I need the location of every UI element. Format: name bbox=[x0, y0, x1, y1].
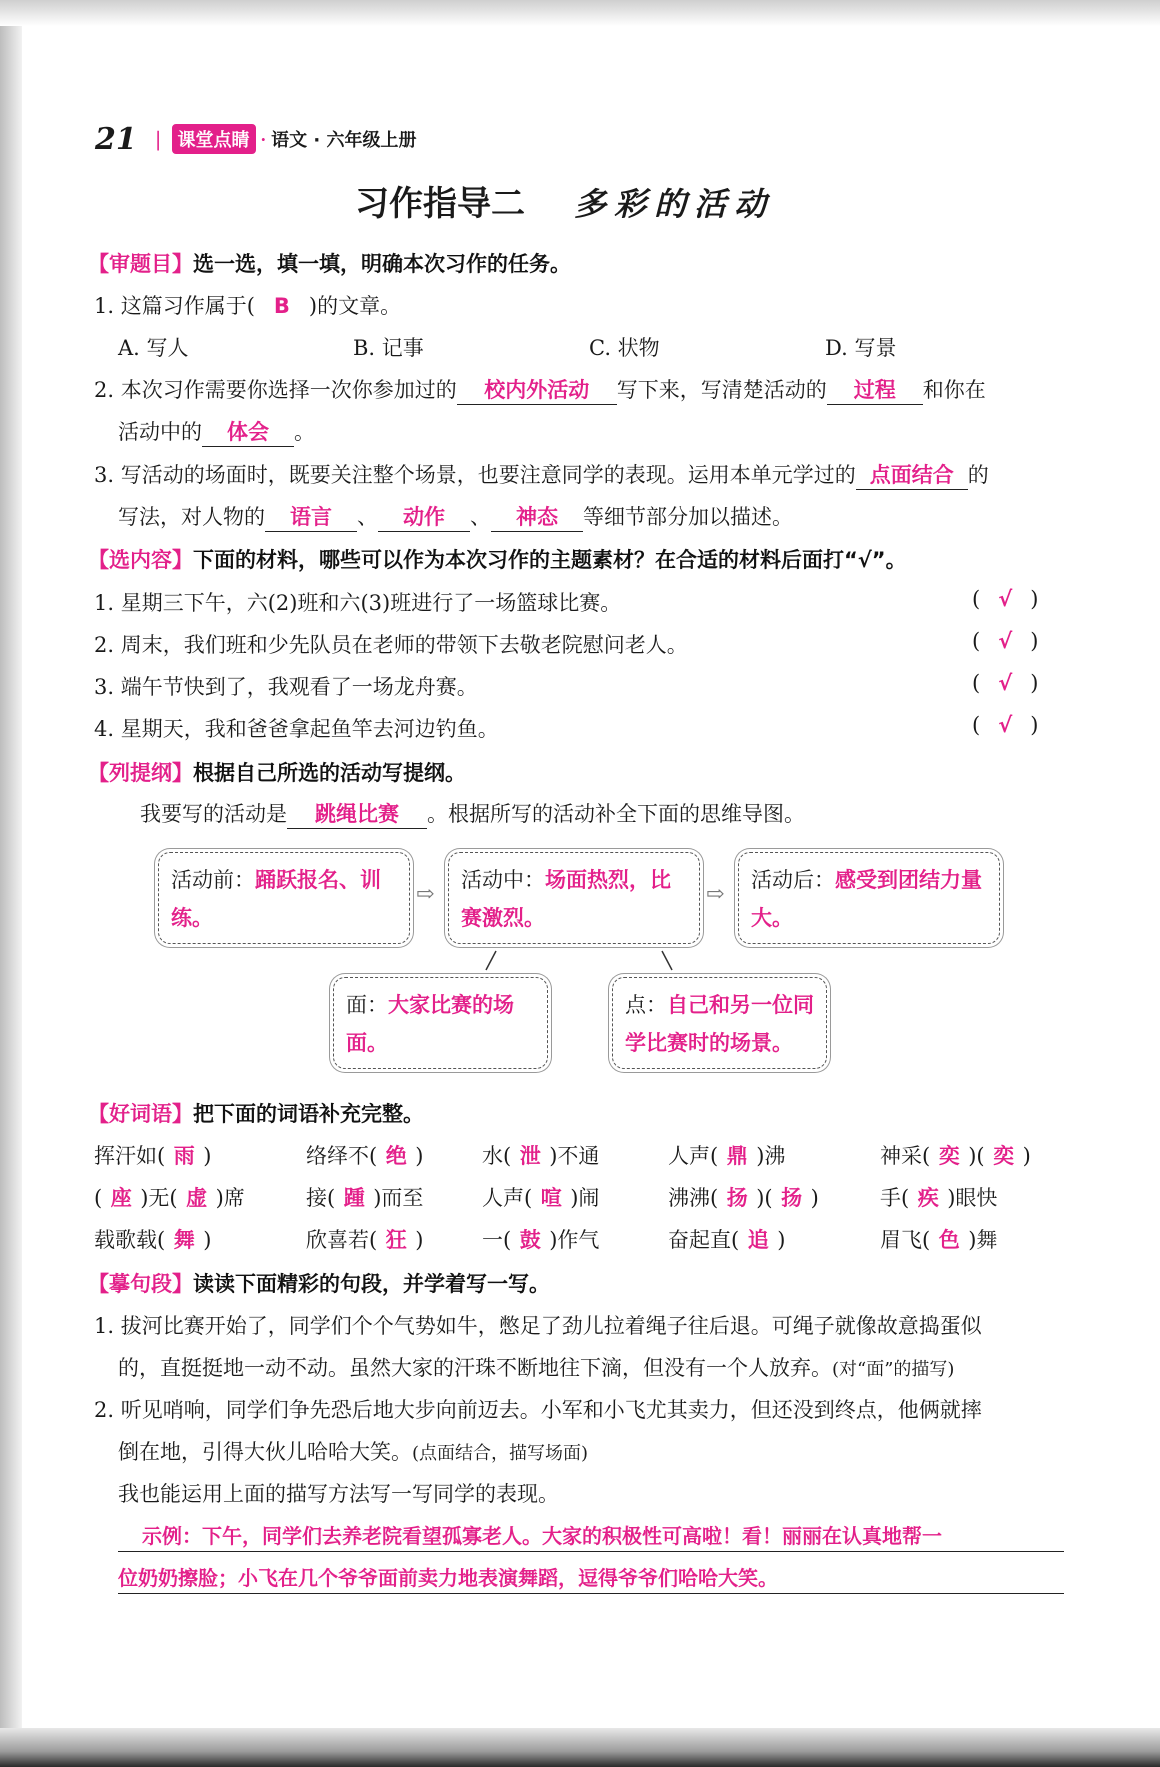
idiom-item: 水( 泄 )不通 bbox=[482, 1144, 600, 1168]
writing-prompt: 我也能运用上面的描写方法写一写同学的表现。 bbox=[118, 1482, 559, 1506]
section-instruction: 选一选，填一填，明确本次习作的任务。 bbox=[193, 252, 571, 276]
example-answer-line-2: 位奶奶擦脸；小飞在几个爷爷面前卖力地表演舞蹈，逗得爷爷们哈哈大笑。 bbox=[118, 1562, 1064, 1594]
idiom-item: 人声( 鼎 )沸 bbox=[668, 1144, 786, 1168]
question-2-line-1: 2. 本次习作需要你选择一次你参加过的 校内外活动 写下来，写清楚活动的 过程 和你在 bbox=[94, 374, 986, 405]
answer-text: 大家比赛的场面。 bbox=[346, 993, 514, 1055]
passage-note: (对“面”的描写) bbox=[832, 1359, 955, 1380]
answer-blank: 跳绳比赛 bbox=[287, 798, 427, 829]
answer-text: 感受到团结力量大。 bbox=[751, 868, 982, 930]
idiom-item: 人声( 喧 )闹 bbox=[482, 1186, 600, 1210]
header-divider: | bbox=[154, 127, 162, 151]
connector-left bbox=[486, 951, 496, 970]
option-d: D. 写景 bbox=[825, 336, 897, 360]
material-item-2: 2. 周末，我们班和少先队员在老师的带领下去敬老院慰问老人。 bbox=[94, 633, 688, 657]
question-3-line-2: 写法，对人物的 语言 、 动作 、 神态 等细节部分加以描述。 bbox=[118, 501, 793, 532]
mindmap-before-box: 活动前：踊跃报名、训练。 bbox=[158, 852, 410, 944]
series-badge: 课堂点睛 bbox=[172, 124, 256, 154]
answer-blank: 点面结合 bbox=[856, 459, 968, 490]
title-sub: 多彩的活动 bbox=[574, 185, 775, 223]
idiom-item: 接( 踵 )而至 bbox=[306, 1186, 424, 1210]
question-3-line-1: 3. 写活动的场面时，既要关注整个场景，也要注意同学的表现。运用本单元学过的 点面结合 的 bbox=[94, 459, 989, 490]
section-mojuduan-heading bbox=[88, 1268, 550, 1298]
question-1: 1. 这篇习作属于( B )的文章。 bbox=[94, 294, 402, 318]
passage-2-line-2: 倒在地，引得大伙儿哈哈大笑。(点面结合，描写场面) bbox=[118, 1440, 589, 1464]
check-paren-1: ( √ ) bbox=[972, 587, 1039, 611]
idiom-item: ( 座 )无( 虚 )席 bbox=[94, 1186, 245, 1210]
answer-text: 场面热烈，比赛激烈。 bbox=[461, 868, 671, 930]
idiom-item: 沸沸( 扬 )( 扬 ) bbox=[668, 1186, 819, 1210]
idiom-item: 载歌载( 舞 ) bbox=[94, 1228, 212, 1252]
idiom-item: 欣喜若( 狂 ) bbox=[306, 1228, 424, 1252]
check-mark: √ bbox=[998, 629, 1013, 653]
passage-2-line-1: 2. 听见哨响，同学们争先恐后地大步向前迈去。小军和小飞尤其卖力，但还没到终点，他俩就摔 bbox=[94, 1398, 982, 1422]
mindmap-after-box: 活动后：感受到团结力量大。 bbox=[738, 852, 1000, 944]
passage-1-line-1: 1. 拔河比赛开始了，同学们个个气势如牛，憋足了劲儿拉着绳子往后退。可绳子就像故意捣蛋似 bbox=[94, 1314, 982, 1338]
answer-blank: 动作 bbox=[378, 501, 470, 532]
section-tag: 【好词语】 bbox=[88, 1102, 193, 1126]
page-number: 21 bbox=[95, 121, 137, 157]
option-a: A. 写人 bbox=[118, 336, 189, 360]
section-tag: 【摹句段】 bbox=[88, 1272, 193, 1296]
idiom-item: 手( 疾 )眼快 bbox=[880, 1186, 998, 1210]
idiom-item: 挥汗如( 雨 ) bbox=[94, 1144, 212, 1168]
idiom-item: 眉飞( 色 )舞 bbox=[880, 1228, 998, 1252]
check-paren-3: ( √ ) bbox=[972, 671, 1039, 695]
answer-blank: 语言 bbox=[265, 501, 357, 532]
idiom-item: 一( 鼓 )作气 bbox=[482, 1228, 600, 1252]
idiom-item: 奋起直( 追 ) bbox=[668, 1228, 786, 1252]
section-instruction: 把下面的词语补充完整。 bbox=[193, 1102, 424, 1126]
arrow-right-icon: ⇨ bbox=[416, 882, 435, 907]
subject-label: 语文 · 六年级上册 bbox=[271, 130, 417, 151]
answer-text: 自己和另一位同学比赛时的场景。 bbox=[625, 993, 814, 1055]
section-haociyu-heading bbox=[88, 1098, 424, 1128]
mindmap-mian-box: 面：大家比赛的场面。 bbox=[333, 977, 548, 1069]
arrow-right-icon: ⇨ bbox=[706, 882, 725, 907]
material-item-4: 4. 星期天，我和爸爸拿起鱼竿去河边钓鱼。 bbox=[94, 717, 499, 741]
answer-text: 踊跃报名、训练。 bbox=[171, 868, 381, 930]
section-tag: 【审题目】 bbox=[88, 252, 193, 276]
section-instruction: 根据自己所选的活动写提纲。 bbox=[193, 761, 466, 785]
section-tag: 【选内容】 bbox=[88, 548, 193, 572]
activity-line: 我要写的活动是 跳绳比赛 。根据所写的活动补全下面的思维导图。 bbox=[140, 798, 805, 829]
idiom-item: 络绎不( 绝 ) bbox=[306, 1144, 424, 1168]
example-answer-line-1: 示例：下午，同学们去养老院看望孤寡老人。大家的积极性可高啦！看！丽丽在认真地帮一 bbox=[118, 1520, 1064, 1552]
connector-right bbox=[662, 951, 672, 970]
check-mark: √ bbox=[998, 671, 1013, 695]
section-instruction: 下面的材料，哪些可以作为本次习作的主题素材？在合适的材料后面打“√”。 bbox=[193, 548, 907, 572]
material-item-1: 1. 星期三下午，六(2)班和六(3)班进行了一场篮球比赛。 bbox=[94, 591, 622, 615]
check-paren-4: ( √ ) bbox=[972, 713, 1039, 737]
answer-blank: 神态 bbox=[491, 501, 583, 532]
mindmap-during-box: 活动中：场面热烈，比赛激烈。 bbox=[448, 852, 700, 944]
passage-note: (点面结合，描写场面) bbox=[412, 1443, 589, 1464]
answer: B bbox=[273, 294, 290, 318]
title-main: 习作指导二 bbox=[355, 184, 525, 224]
material-item-3: 3. 端午节快到了，我观看了一场龙舟赛。 bbox=[94, 675, 478, 699]
check-mark: √ bbox=[998, 713, 1013, 737]
check-mark: √ bbox=[998, 587, 1013, 611]
section-tag: 【列提纲】 bbox=[88, 761, 193, 785]
question-2-line-2: 活动中的 体会 。 bbox=[118, 416, 315, 447]
answer-blank: 校内外活动 bbox=[457, 374, 617, 405]
option-b: B. 记事 bbox=[353, 336, 424, 360]
section-instruction: 读读下面精彩的句段，并学着写一写。 bbox=[193, 1272, 550, 1296]
answer-blank: 体会 bbox=[202, 416, 294, 447]
mindmap-dian-box: 点：自己和另一位同学比赛时的场景。 bbox=[612, 977, 827, 1069]
answer-blank: 过程 bbox=[827, 374, 923, 405]
header-dot: · bbox=[260, 129, 267, 149]
option-c: C. 状物 bbox=[589, 336, 660, 360]
check-paren-2: ( √ ) bbox=[972, 629, 1039, 653]
idiom-item: 神采( 奕 )( 奕 ) bbox=[880, 1144, 1031, 1168]
passage-1-line-2: 的，直挺挺地一动不动。虽然大家的汗珠不断地往下滴，但没有一个人放弃。(对“面”的描写) bbox=[118, 1356, 955, 1380]
